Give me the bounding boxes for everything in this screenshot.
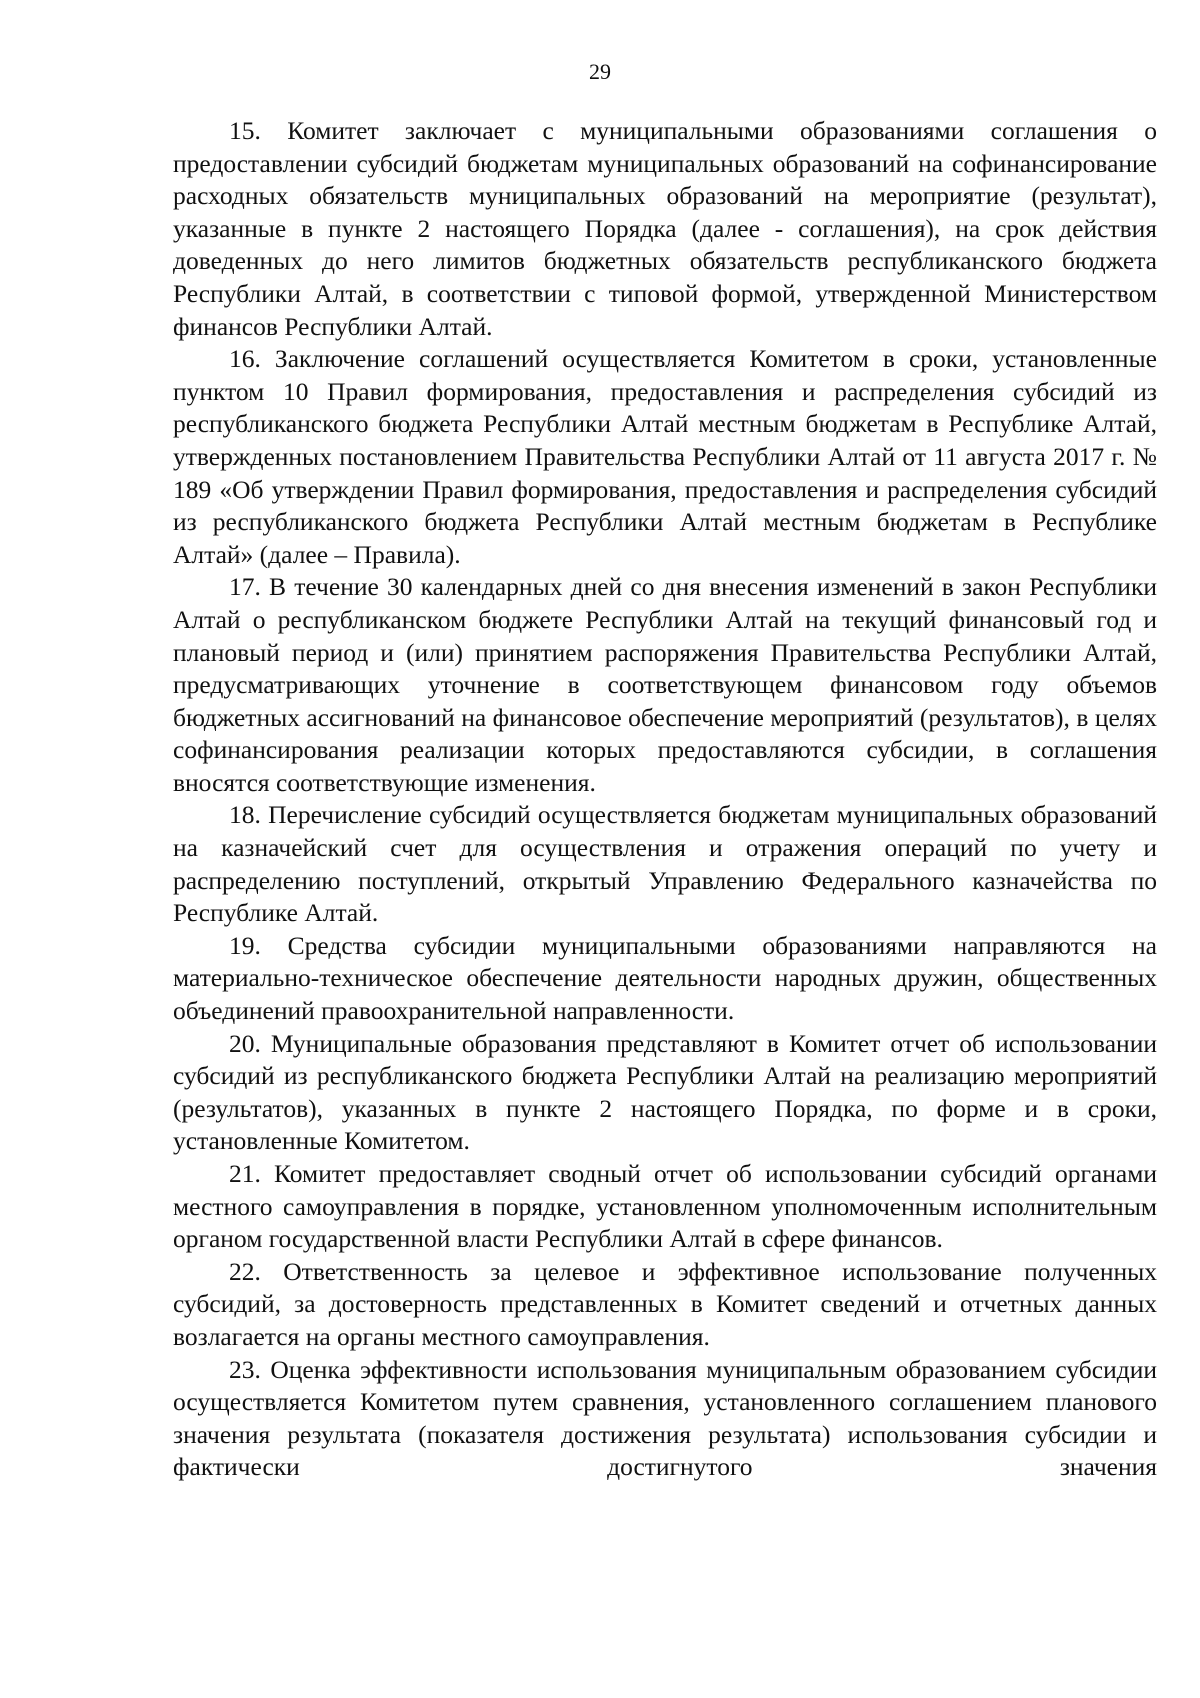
paragraph-23: 23. Оценка эффективности использования муниципальным образованием субсидии осуществляется Комитетом путем сравнения, установленного соглашением планового значения результата (показателя достижения результата) использования субсидии и фактически достигнутого значения xyxy=(173,1354,1157,1482)
paragraph-20: 20. Муниципальные образования представляют в Комитет отчет об использовании субсидий из республиканского бюджета Республики Алтай на реализацию мероприятий (результатов), указанных в пункте 2 настоящего Порядка, по форме и в сроки, установленные Комитетом. xyxy=(173,1028,1157,1156)
paragraph-21: 21. Комитет предоставляет сводный отчет об использовании субсидий органами местного самоуправления в порядке, установленном уполномоченным исполнительным органом государственной власти Республики Алтай в сфере финансов. xyxy=(173,1159,1157,1254)
document-body xyxy=(173,115,1157,1484)
paragraph-15: 15. Комитет заключает с муниципальными образованиями соглашения о предоставлении субсидий бюджетам муниципальных образований на софинансирование расходных обязательств муниципальных образований на мероприятие (результат), указанные в пункте 2 настоящего Порядка (далее - соглашения), на срок действия доведенных до него лимитов бюджетных обязательств республиканского бюджета Республики Алтай, в соответствии с типовой формой, утвержденной Министерством финансов Республики Алтай. xyxy=(173,116,1157,341)
page-number: 29 xyxy=(589,59,611,84)
paragraph-19: 19. Средства субсидии муниципальными образованиями направляются на материально-техническое обеспечение деятельности народных дружин, общественных объединений правоохранительной направленности. xyxy=(173,930,1157,1026)
paragraph-18: 18. Перечисление субсидий осуществляется бюджетам муниципальных образований на казначейский счет для осуществления и отражения операций по учету и распределению поступлений, открытый Управлению Федерального казначейства по Республике Алтай. xyxy=(173,800,1157,928)
paragraph-16: 16. Заключение соглашений осуществляется Комитетом в сроки, установленные пунктом 10 Правил формирования, предоставления и распределения субсидий из республиканского бюджета Республики Алтай местным бюджетам в Республике Алтай, утвержденных постановлением Правительства Республики Алтай от 11 августа 2017 г. № 189 «Об утверждении Правил формирования, предоставления и распределения субсидий из республиканского бюджета Республики Алтай местным бюджетам в Республике Алтай» (далее – Правила). xyxy=(173,344,1157,569)
paragraph-22: 22. Ответственность за целевое и эффективное использование полученных субсидий, за достоверность представленных в Комитет сведений и отчетных данных возлагается на органы местного самоуправления. xyxy=(173,1256,1157,1351)
paragraph-17: 17. В течение 30 календарных дней со дня внесения изменений в закон Республики Алтай о республиканском бюджете Республики Алтай на текущий финансовый год и плановый период и (или) принятием распоряжения Правительства Республики Алтай, предусматривающих уточнение в соответствующем финансовом году объемов бюджетных ассигнований на финансовое обеспечение мероприятий (результатов), в целях софинансирования реализации которых предоставляются субсидии, в соглашения вносятся соответствующие изменения. xyxy=(173,572,1157,797)
